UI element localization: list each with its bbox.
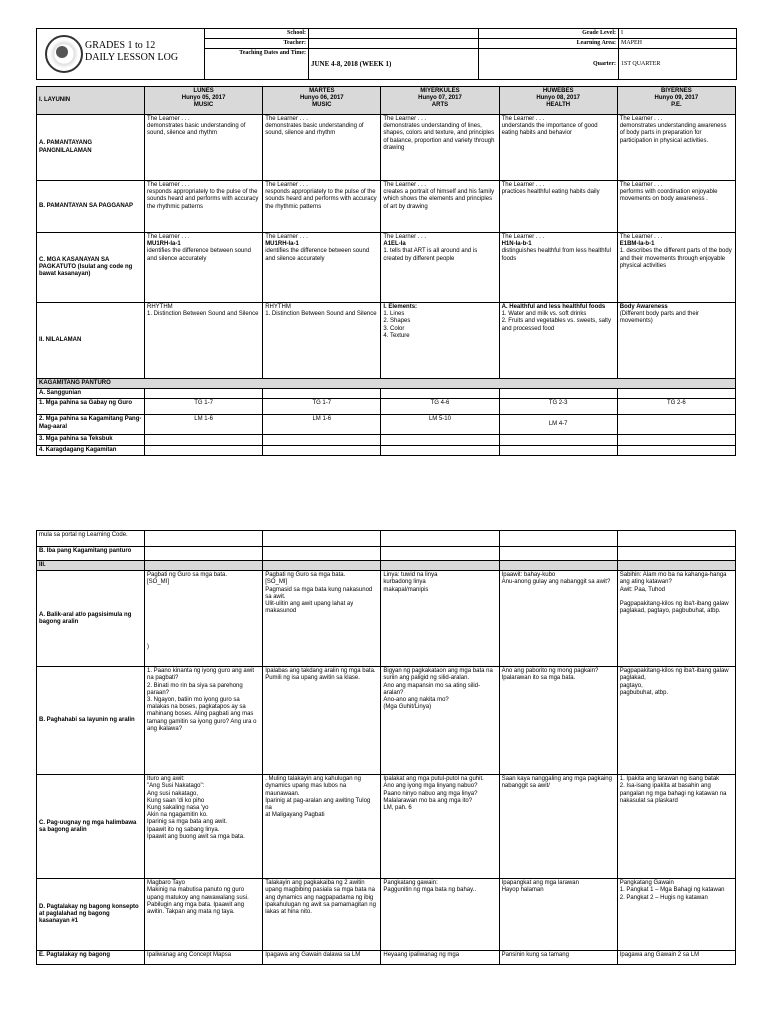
teksbuk-label: 3. Mga pahina sa Teksbuk (37, 435, 145, 445)
row-label: A. Balik-aral at/o pagsisimula ng bagong aralin (37, 571, 145, 667)
row-label: D. Pagtalakay ng bagong konsepto at paglalahad ng bagong kasanayan #1 (37, 879, 145, 951)
table-cell: Ipapangkat ang mga larawan Hayop halaman (499, 879, 617, 951)
table-cell (617, 415, 735, 435)
table-cell: Talakayin ang pagkakaiba ng 2 awitin upang magbibing pasiala sa mga bata na ang dynamics ang nagpapadama ng ibig ipakahulugan ng awit sa pamamagitan ng lakas at hina nito. (263, 879, 381, 951)
table-cell: Magbaro Tayo Makinig na mabutisa panuto ng guro upang matukoy ang nawawalang susi. Pabilugin ang mga bata. Ipaawit ang awitin. Takpan ang mata ng taya. (145, 879, 263, 951)
table-cell: TG 2-6 (617, 399, 735, 415)
header-table (36, 28, 737, 80)
table-cell: The Learner . . . performs with coordination enjoyable movements on body awareness . (617, 181, 735, 233)
section-layunin: I. LAYUNIN (37, 87, 145, 115)
table-cell: Pangkatang gawain: Paggunitin ng mga bata ng bahay.. (381, 879, 499, 951)
log-title-line1: GRADES 1 to 12 (85, 40, 156, 51)
table-cell: The Learner . . . demonstrates understanding awareness of body parts in preparation for participation in physical activities. (617, 115, 735, 181)
kagamitang-panturo-header: KAGAMITANG PANTURO (37, 379, 736, 389)
table-cell: A. Healthful and less healthful foods 1. Water and milk vs. soft drinks 2. Fruits and vegetables vs. sweets, salty and processed food (499, 303, 617, 379)
table-cell: Ituro ang awit: "Ang Susi Nakatago": Ang susi nakatago, Kung saan 'di ko piho Kung sakaling nasa 'yo Akin na ngagamitin ko. Iparinig sa mga bata ang awit. Ipaawit ito ng sabang linya. Ipaawit ang buong awit sa mga bata. (145, 775, 263, 879)
school-value (309, 29, 479, 39)
table-cell: The Learner . . . understands the importance of good eating habits and behavior (499, 115, 617, 181)
row-label: C. Pag-uugnay ng mga halimbawa sa bagong aralin (37, 775, 145, 879)
table-cell: LM 4-7 (499, 415, 617, 435)
day-header: BIYERNES Hunyo 09, 2017 P.E. (617, 87, 735, 115)
table-cell: Heyaang ipaliwanag ng mga (381, 951, 499, 965)
table-cell: Ipagawa ang Gawain dalawa sa LM (263, 951, 381, 965)
row-label: B. PAMANTAYAN SA PAGGANAP (37, 181, 145, 233)
teacher-value (309, 39, 479, 49)
table-cell: 1. Paano kinanta ng iyong guro ang awit na pagbati? 2. Binati mo rin ba siya sa parehong paraan? 3. Ngayon, batiin mo iyong guro sa malakas na boses, pagkatapos ay sa mahinang boses. Aling pagbati ang mas tamang gamitin sa iyong guro? Ang ura o ang ikalawa? (145, 667, 263, 775)
grade-level-label: Grade Level: (479, 29, 619, 39)
deped-seal-icon (45, 35, 83, 73)
row-label: 2. Mga pahina sa Kagamitang Pang-Mag-aaral (37, 415, 145, 435)
table-cell: Body Awareness (Different body parts and their movements) (617, 303, 735, 379)
teaching-dates-value: JUNE 4-8, 2018 (WEEK 1) (309, 49, 479, 80)
table-cell: The Learner . . . creates a portrait of himself and his family which shows the elements and principles of art by drawing (381, 181, 499, 233)
row-label: II. NILALAMAN (37, 303, 145, 379)
table-cell: Ipaliwanag ang Concept Mapsa (145, 951, 263, 965)
objectives-table (36, 86, 736, 456)
table-cell: Ipaawit: bahay-kubo Anu-anong gulay ang nabanggit sa awit? (499, 571, 617, 667)
table-cell: Pagbati ng Guro sa mga bata. [SO_MI] Pagmasid sa mga bata kung nakasunod sa awit. Ulit-ulitin ang awit upang lahat ay makasunod (263, 571, 381, 667)
table-cell: LM 1-6 (263, 415, 381, 435)
quarter-value: 1ST QUARTER (619, 49, 737, 80)
day-header: HUWEBES Hunyo 08, 2017 HEALTH (499, 87, 617, 115)
procedure-table (36, 530, 736, 965)
day-header: MARTES Hunyo 06, 2017 MUSIC (263, 87, 381, 115)
learning-area-label: Learning Area: (479, 39, 619, 49)
teacher-label: Teacher: (205, 39, 309, 49)
row-label: A. PAMANTAYANG PANGNILALAMAN (37, 115, 145, 181)
table-cell: TG 4-6 (381, 399, 499, 415)
lesson-log-page-2 (36, 530, 736, 965)
row-label: B. Paghahabi sa layunin ng aralin (37, 667, 145, 775)
table-cell: RHYTHM 1. Distinction Between Sound and Silence (263, 303, 381, 379)
table-cell: The Learner . . . demonstrates understanding of lines, shapes, colors and texture, and principles of balance, proportion and variety through drawing (381, 115, 499, 181)
table-cell: TG 1-7 (145, 399, 263, 415)
lesson-log-page-1 (36, 28, 736, 456)
table-cell: Pansinin kung sa tamang (499, 951, 617, 965)
row-label: C. MGA KASANAYAN SA PAGKATUTO (Isulat ang code ng bawat kasanayan) (37, 233, 145, 303)
table-cell: The Learner . . . MU1RH-Ia-1 identifies the difference between sound and silence accurately (145, 233, 263, 303)
table-cell: TG 2-3 (499, 399, 617, 415)
table-cell: The Learner . . . MU1RH-Ia-1 identifies the difference between sound and silence accurately (263, 233, 381, 303)
table-cell: Sabihin: Alam mo ba na kahanga-hanga ang ating katawan? Awit: Paa, Tuhod Pagpapakitang-kilos ng iba't-ibang galaw paglakad, pagtayo, pagbubuhat, atbp. (617, 571, 735, 667)
table-cell: I. Elements: 1. Lines 2. Shapes 3. Color 4. Texture (381, 303, 499, 379)
table-cell: Ipalakat ang mga putul-putol na guhit. Ano ang iyong mga linyang nabuo? Paano ninyo nabuo ang mga linya? Malalarawan mo ba ang mga ito? LM, pah. 6 (381, 775, 499, 879)
section-iii: III. (37, 561, 145, 571)
table-cell: The Learner . . . A1EL-Ia 1. tells that ART is all around and is created by different people (381, 233, 499, 303)
table-cell: . Muling talakayin ang kahulugan ng dynamics upang mas lubos na maunawaan. Iparinig at pag-aralan ang awiting Tulog na at Maligayang Pagbati (263, 775, 381, 879)
table-cell: Ipalabas ang takdang aralin ng mga bata. Pumili ng isa upang awitin sa klase. (263, 667, 381, 775)
teaching-dates-label: Teaching Dates and Time: (205, 49, 309, 80)
table-cell: Ipagawa ang Gawain 2 sa LM (617, 951, 735, 965)
karagdagang-label: 4. Karagdagang Kagamitan (37, 445, 145, 455)
row-label: E. Pagtalakay ng bagong (37, 951, 145, 965)
table-cell: The Learner . . . demonstrates basic understanding of sound, silence and rhythm (145, 115, 263, 181)
table-cell: RHYTHM 1. Distinction Between Sound and Silence (145, 303, 263, 379)
school-label: School: (205, 29, 309, 39)
table-cell: LM 5-10 (381, 415, 499, 435)
table-cell: Saan kaya nanggaling ang mga pagkaing nabanggit sa awit/ (499, 775, 617, 879)
table-cell: TG 1-7 (263, 399, 381, 415)
table-cell: The Learner . . . H1N-Ia-b-1 distinguishes healthful from less healthful foods (499, 233, 617, 303)
table-cell: Linya: tuwid na linya kurbadong linya makapal/manipis (381, 571, 499, 667)
day-header: LUNES Hunyo 05, 2017 MUSIC (145, 87, 263, 115)
table-cell: Ano ang paborito ng mong pagkain? Ipalarawan ito sa mga bata. (499, 667, 617, 775)
table-cell: Bigyan ng pagkakataon ang mga bata na suriin ang paligid ng silid-aralan. Ano ang mapansin mo sa ating silid-aralan? Ano-ano ang nakita mo? (Mga Guhit/Linya) (381, 667, 499, 775)
table-cell: Pagbati ng Guro sa mga bata. [SO_MI] ) (145, 571, 263, 667)
logo-area (37, 29, 205, 80)
sanggunian-label: A. Sanggunian (37, 389, 145, 399)
row-label: 1. Mga pahina sa Gabay ng Guro (37, 399, 145, 415)
iba-pang-label: B. Iba pang Kagamitang panturo (37, 547, 145, 561)
grade-level-value: I (619, 29, 737, 39)
table-cell: Pangkatang Gawain 1. Pangkat 1 – Mga Bahagi ng katawan 2. Pangkat 2 – Hugis ng katawan (617, 879, 735, 951)
quarter-label: Quarter: (479, 49, 619, 80)
learning-area-value: MAPEH (619, 39, 737, 49)
table-cell: LM 1-6 (145, 415, 263, 435)
table-cell: 1. Ipakita ang larawan ng isang batak 2. Isa-isang ipakita at basahin ang pangalan ng mga bahagi ng katawan na nakasulat sa plaskard (617, 775, 735, 879)
day-header: MIYERKULES Hunyo 07, 2017 ARTS (381, 87, 499, 115)
table-cell: The Learner . . . responds appropriately to the pulse of the sounds heard and performs with accuracy the rhythmic patterns (145, 181, 263, 233)
table-cell: The Learner . . . responds appropriately to the pulse of the sounds heard and performs with accuracy the rhythmic patterns (263, 181, 381, 233)
table-cell: Pagpapakitang-kilos ng iba't-ibang galaw paglakad, pagtayo, pagbubuhat, atbp. (617, 667, 735, 775)
log-title-line2: DAILY LESSON LOG (85, 52, 179, 63)
table-cell: The Learner . . . E1BM-Ia-b-1 1. describes the different parts of the body and their movements through enjoyable physical activities (617, 233, 735, 303)
table-cell: The Learner . . . demonstrates basic understanding of sound, silence and rhythm (263, 115, 381, 181)
table-cell: The Learner . . . practices healthful eating habits daily (499, 181, 617, 233)
portal-label: mula sa portal ng Learning Code. (37, 531, 145, 547)
